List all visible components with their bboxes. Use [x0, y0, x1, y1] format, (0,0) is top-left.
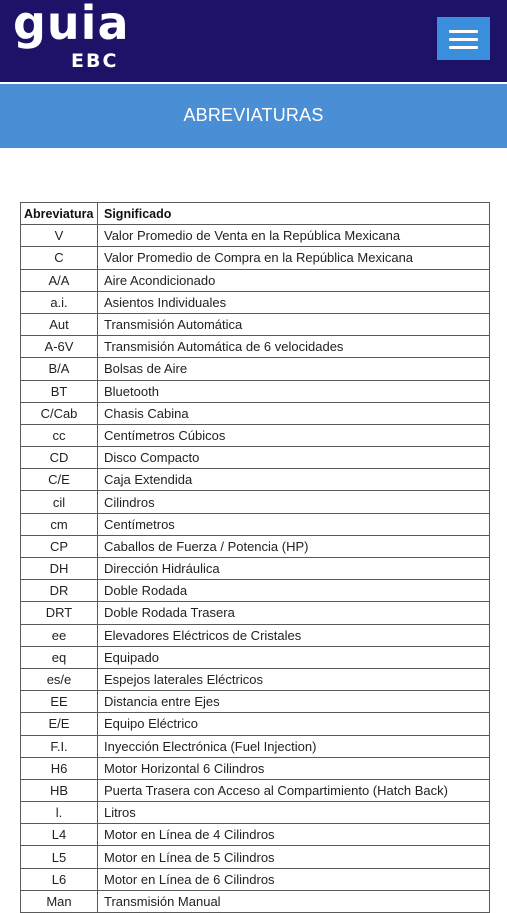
abbreviation-cell: DH: [21, 558, 98, 580]
table-header-row: [21, 203, 490, 225]
table-row: [21, 447, 490, 469]
abbreviation-cell: DRT: [21, 602, 98, 624]
table-row: [21, 380, 490, 402]
meaning-cell: Motor Horizontal 6 Cilindros: [98, 757, 490, 779]
table-row: [21, 513, 490, 535]
meaning-cell: Doble Rodada Trasera: [98, 602, 490, 624]
table-row: [21, 890, 490, 912]
table-row: [21, 802, 490, 824]
abbreviation-cell: L6: [21, 868, 98, 890]
table-row: [21, 358, 490, 380]
logo-text[interactable]: guia: [13, 0, 130, 50]
meaning-cell: Cilindros: [98, 491, 490, 513]
abbreviation-cell: V: [21, 225, 98, 247]
table-row: [21, 291, 490, 313]
abbreviation-cell: eq: [21, 646, 98, 668]
table-row: [21, 469, 490, 491]
column-header-meaning: Significado: [98, 203, 490, 225]
column-header-abbreviation: Abreviatura: [21, 203, 98, 225]
meaning-cell: Doble Rodada: [98, 580, 490, 602]
meaning-cell: Equipado: [98, 646, 490, 668]
meaning-cell: Puerta Trasera con Acceso al Compartimiento (Hatch Back): [98, 779, 490, 801]
meaning-cell: Transmisión Manual: [98, 890, 490, 912]
meaning-cell: Caballos de Fuerza / Potencia (HP): [98, 535, 490, 557]
meaning-cell: Caja Extendida: [98, 469, 490, 491]
abbreviation-cell: A-6V: [21, 336, 98, 358]
table-row: [21, 668, 490, 690]
meaning-cell: Disco Compacto: [98, 447, 490, 469]
abbreviation-cell: C: [21, 247, 98, 269]
table-row: [21, 402, 490, 424]
table-row: [21, 713, 490, 735]
table-row: [21, 247, 490, 269]
meaning-cell: Valor Promedio de Compra en la República Mexicana: [98, 247, 490, 269]
table-row: [21, 646, 490, 668]
meaning-cell: Motor en Línea de 4 Cilindros: [98, 824, 490, 846]
table-row: [21, 868, 490, 890]
abbreviation-cell: C/E: [21, 469, 98, 491]
abbreviation-cell: es/e: [21, 668, 98, 690]
abbreviation-cell: CD: [21, 447, 98, 469]
meaning-cell: Asientos Individuales: [98, 291, 490, 313]
table-row: [21, 624, 490, 646]
table-row: [21, 313, 490, 335]
meaning-cell: Bolsas de Aire: [98, 358, 490, 380]
abbreviation-cell: ee: [21, 624, 98, 646]
table-row: [21, 225, 490, 247]
abbreviations-table: [20, 202, 490, 913]
hamburger-icon: [449, 30, 478, 33]
table-row: [21, 779, 490, 801]
abbreviation-cell: A/A: [21, 269, 98, 291]
meaning-cell: Equipo Eléctrico: [98, 713, 490, 735]
abbreviation-cell: DR: [21, 580, 98, 602]
meaning-cell: Centímetros: [98, 513, 490, 535]
meaning-cell: Chasis Cabina: [98, 402, 490, 424]
menu-button[interactable]: [437, 17, 490, 60]
meaning-cell: Litros: [98, 802, 490, 824]
abbreviation-cell: BT: [21, 380, 98, 402]
abbreviation-cell: F.I.: [21, 735, 98, 757]
table-row: [21, 558, 490, 580]
meaning-cell: Transmisión Automática de 6 velocidades: [98, 336, 490, 358]
abbreviation-cell: L4: [21, 824, 98, 846]
abbreviation-cell: H6: [21, 757, 98, 779]
meaning-cell: Centímetros Cúbicos: [98, 424, 490, 446]
table-row: [21, 602, 490, 624]
abbreviation-cell: HB: [21, 779, 98, 801]
meaning-cell: Transmisión Automática: [98, 313, 490, 335]
meaning-cell: Elevadores Eléctricos de Cristales: [98, 624, 490, 646]
hamburger-icon-bar: [449, 46, 478, 49]
abbreviation-cell: cil: [21, 491, 98, 513]
table-body: [21, 225, 490, 913]
table-row: [21, 824, 490, 846]
abbreviation-cell: EE: [21, 691, 98, 713]
abbreviation-cell: a.i.: [21, 291, 98, 313]
logo-subtext[interactable]: EBC: [71, 50, 119, 72]
meaning-cell: Dirección Hidráulica: [98, 558, 490, 580]
meaning-cell: Espejos laterales Eléctricos: [98, 668, 490, 690]
table-row: [21, 424, 490, 446]
table-row: [21, 735, 490, 757]
meaning-cell: Motor en Línea de 6 Cilindros: [98, 868, 490, 890]
abbreviation-cell: E/E: [21, 713, 98, 735]
table-row: [21, 580, 490, 602]
page-title: ABREVIATURAS: [0, 84, 507, 148]
table-row: [21, 846, 490, 868]
abbreviation-cell: C/Cab: [21, 402, 98, 424]
top-navigation-bar: [0, 0, 507, 82]
abbreviation-cell: cc: [21, 424, 98, 446]
abbreviation-cell: cm: [21, 513, 98, 535]
abbreviation-cell: l.: [21, 802, 98, 824]
table-row: [21, 757, 490, 779]
abbreviation-cell: CP: [21, 535, 98, 557]
table-row: [21, 491, 490, 513]
abbreviation-cell: Man: [21, 890, 98, 912]
meaning-cell: Bluetooth: [98, 380, 490, 402]
meaning-cell: Inyección Electrónica (Fuel Injection): [98, 735, 490, 757]
table-row: [21, 691, 490, 713]
table-row: [21, 336, 490, 358]
meaning-cell: Distancia entre Ejes: [98, 691, 490, 713]
abbreviation-cell: B/A: [21, 358, 98, 380]
meaning-cell: Aire Acondicionado: [98, 269, 490, 291]
abbreviations-table-container: [20, 202, 489, 913]
table-row: [21, 269, 490, 291]
meaning-cell: Valor Promedio de Venta en la República Mexicana: [98, 225, 490, 247]
abbreviation-cell: Aut: [21, 313, 98, 335]
meaning-cell: Motor en Línea de 5 Cilindros: [98, 846, 490, 868]
hamburger-icon-bar: [449, 38, 478, 41]
table-row: [21, 535, 490, 557]
abbreviation-cell: L5: [21, 846, 98, 868]
